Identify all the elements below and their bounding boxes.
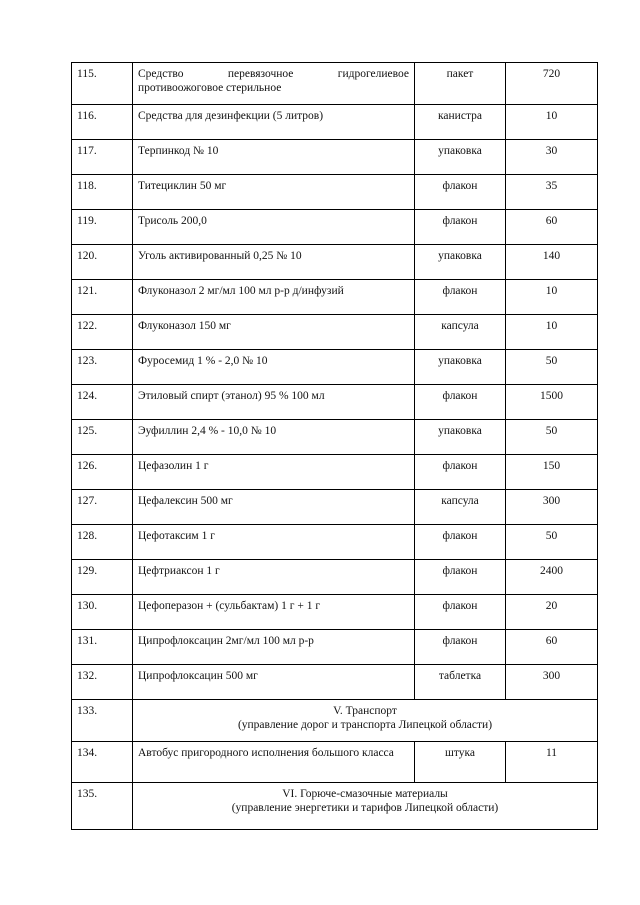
row-number: 115. [72, 63, 133, 105]
item-unit: флакон [415, 175, 506, 210]
row-number: 130. [72, 595, 133, 630]
row-number: 117. [72, 140, 133, 175]
item-quantity: 60 [506, 210, 598, 245]
item-quantity: 35 [506, 175, 598, 210]
item-name: Цефалексин 500 мг [133, 490, 415, 525]
item-quantity: 10 [506, 280, 598, 315]
table-row [72, 630, 598, 665]
item-name: Терпинкод № 10 [133, 140, 415, 175]
item-quantity: 30 [506, 140, 598, 175]
item-quantity: 2400 [506, 560, 598, 595]
table-row [72, 245, 598, 280]
item-quantity: 1500 [506, 385, 598, 420]
item-unit: таблетка [415, 665, 506, 700]
item-unit: упаковка [415, 245, 506, 280]
item-quantity: 300 [506, 490, 598, 525]
item-quantity: 720 [506, 63, 598, 105]
table-row [72, 595, 598, 630]
document-table [71, 62, 598, 830]
item-quantity: 300 [506, 665, 598, 700]
item-unit: канистра [415, 105, 506, 140]
row-number: 128. [72, 525, 133, 560]
section-row [72, 700, 598, 742]
row-number: 124. [72, 385, 133, 420]
item-name: Этиловый спирт (этанол) 95 % 100 мл [133, 385, 415, 420]
item-name: Ципрофлоксацин 500 мг [133, 665, 415, 700]
section-row [72, 783, 598, 830]
row-number: 133. [72, 700, 133, 742]
item-unit: флакон [415, 280, 506, 315]
item-unit: флакон [415, 385, 506, 420]
item-name: Цефтриаксон 1 г [133, 560, 415, 595]
item-name: Цефоперазон + (сульбактам) 1 г + 1 г [133, 595, 415, 630]
item-quantity: 140 [506, 245, 598, 280]
item-name: Трисоль 200,0 [133, 210, 415, 245]
row-number: 125. [72, 420, 133, 455]
section-heading [133, 783, 598, 830]
item-unit: капсула [415, 490, 506, 525]
item-name: Флуконазол 150 мг [133, 315, 415, 350]
row-number: 132. [72, 665, 133, 700]
item-quantity: 50 [506, 420, 598, 455]
table-row [72, 665, 598, 700]
item-unit: пакет [415, 63, 506, 105]
table-row [72, 420, 598, 455]
item-name: Флуконазол 2 мг/мл 100 мл р-р д/инфузий [133, 280, 415, 315]
row-number: 122. [72, 315, 133, 350]
table-row [72, 525, 598, 560]
item-quantity: 50 [506, 350, 598, 385]
table-row [72, 140, 598, 175]
item-name: Эуфиллин 2,4 % - 10,0 № 10 [133, 420, 415, 455]
row-number: 131. [72, 630, 133, 665]
item-name: Уголь активированный 0,25 № 10 [133, 245, 415, 280]
row-number: 123. [72, 350, 133, 385]
table-row [72, 280, 598, 315]
item-unit: флакон [415, 210, 506, 245]
section-heading [133, 700, 598, 742]
item-quantity: 20 [506, 595, 598, 630]
table-row [72, 315, 598, 350]
row-number: 129. [72, 560, 133, 595]
table-row [72, 742, 598, 783]
item-unit: флакон [415, 455, 506, 490]
table-row [72, 63, 598, 105]
item-quantity: 10 [506, 105, 598, 140]
row-number: 120. [72, 245, 133, 280]
row-number: 121. [72, 280, 133, 315]
section-authority: (управление дорог и транспорта Липецкой области) [237, 719, 493, 731]
item-unit: упаковка [415, 350, 506, 385]
row-number: 127. [72, 490, 133, 525]
row-number: 135. [72, 783, 133, 830]
item-name: Автобус пригородного исполнения большого класса [133, 742, 415, 783]
item-quantity: 150 [506, 455, 598, 490]
section-title: V. Транспорт [333, 705, 397, 717]
item-quantity: 60 [506, 630, 598, 665]
item-name: Средства для дезинфекции (5 литров) [133, 105, 415, 140]
item-quantity: 10 [506, 315, 598, 350]
table-row [72, 175, 598, 210]
item-unit: упаковка [415, 140, 506, 175]
item-quantity: 50 [506, 525, 598, 560]
table-row [72, 350, 598, 385]
section-authority: (управление энергетики и тарифов Липецкой области) [231, 802, 499, 814]
table-row [72, 455, 598, 490]
table-row [72, 560, 598, 595]
item-name: Средство перевязочное гидрогелиевое противоожоговое стерильное [133, 63, 415, 105]
row-number: 126. [72, 455, 133, 490]
item-unit: флакон [415, 560, 506, 595]
item-unit: флакон [415, 630, 506, 665]
item-name: Титециклин 50 мг [133, 175, 415, 210]
row-number: 134. [72, 742, 133, 783]
item-unit: флакон [415, 525, 506, 560]
item-name: Цефазолин 1 г [133, 455, 415, 490]
row-number: 116. [72, 105, 133, 140]
item-unit: упаковка [415, 420, 506, 455]
item-unit: штука [415, 742, 506, 783]
item-unit: капсула [415, 315, 506, 350]
item-name: Цефотаксим 1 г [133, 525, 415, 560]
row-number: 119. [72, 210, 133, 245]
section-title: VI. Горюче-смазочные материалы [282, 788, 448, 800]
table-row [72, 105, 598, 140]
item-unit: флакон [415, 595, 506, 630]
table-body [72, 63, 598, 830]
table-row [72, 385, 598, 420]
table-row [72, 210, 598, 245]
row-number: 118. [72, 175, 133, 210]
item-name: Фуросемид 1 % - 2,0 № 10 [133, 350, 415, 385]
table-row [72, 490, 598, 525]
item-quantity: 11 [506, 742, 598, 783]
item-name: Ципрофлоксацин 2мг/мл 100 мл р-р [133, 630, 415, 665]
